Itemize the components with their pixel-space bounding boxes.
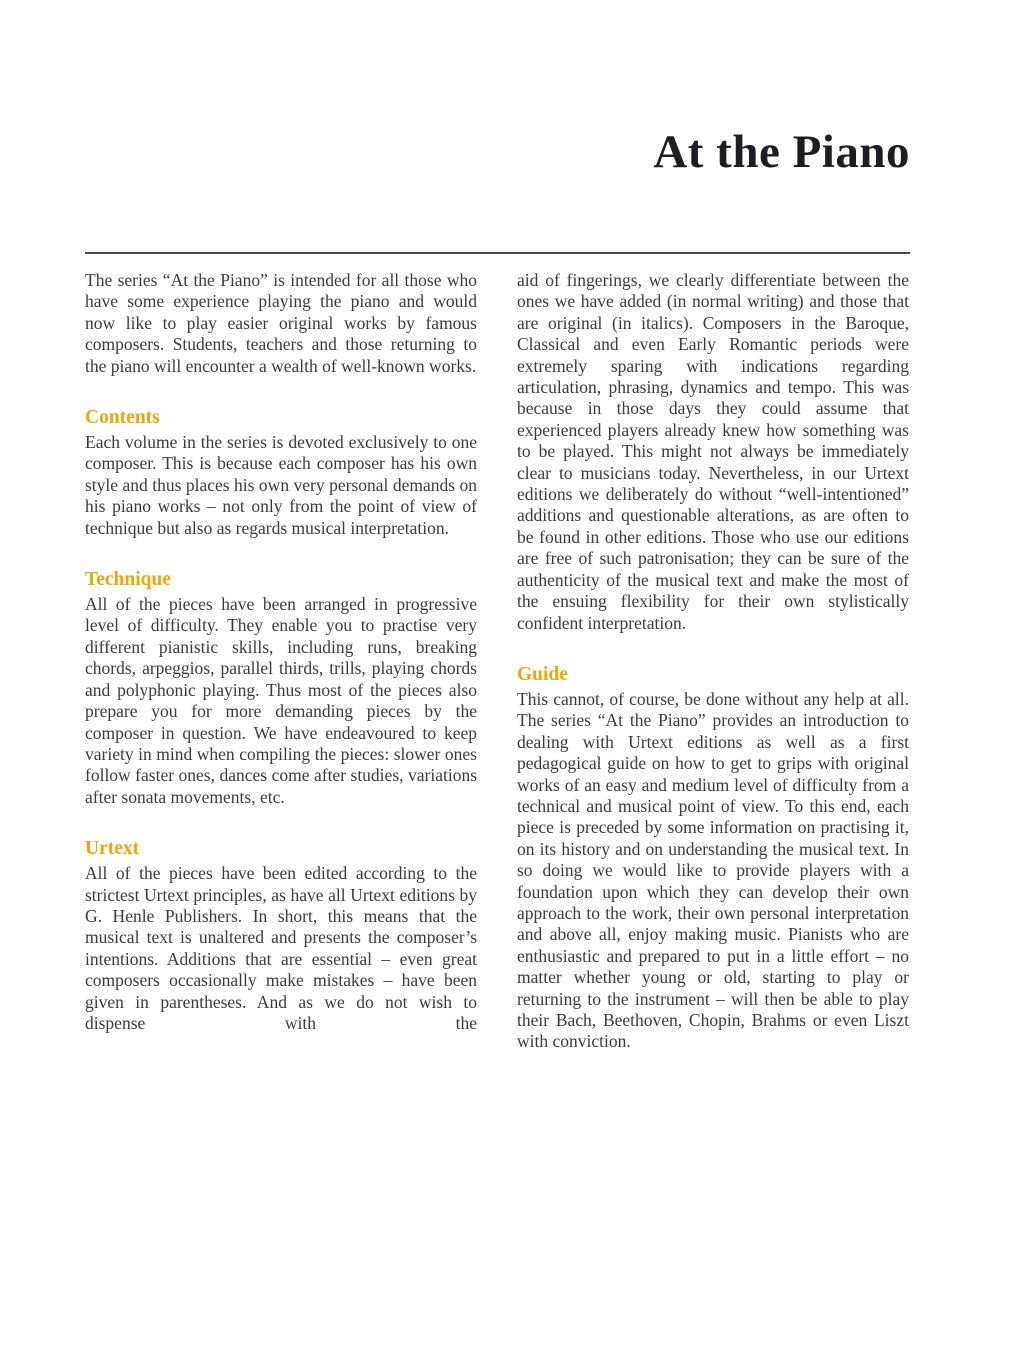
right-column (517, 270, 909, 1053)
document-page (85, 0, 910, 1053)
section-body-technique: All of the pieces have been arranged in progressive level of difficulty. They enable you to practise very different pianistic skills, including runs, breaking chords, arpeggios, parallel thirds, trills, playing chords and polyphonic playing. Thus most of the pieces also prepare you for more demanding pieces by the composer in question. We have endeavoured to keep variety in mind when compiling the pieces: slower ones follow faster ones, dances come after studies, variations after sonata movements, etc. (85, 594, 477, 807)
section-heading-technique: Technique (85, 569, 171, 591)
section-heading-urtext: Urtext (85, 838, 140, 860)
section-heading-guide: Guide (517, 663, 568, 685)
page-title: At the Piano (653, 126, 910, 178)
section-body-urtext: All of the pieces have been edited according to the strictest Urtext principles, as have all Urtext editions by G. Henle Publishers. In short, this means that the musical text is unaltered and presents the composer’s intentions. Additions that are essential – even great composers occasionally make mistakes – have been given in parentheses. And as we do not wish to dispense with the (85, 863, 477, 1033)
section-heading-contents: Contents (85, 407, 160, 429)
two-column-text (85, 270, 910, 1053)
title-rule (85, 252, 910, 254)
intro-paragraph: The series “At the Piano” is intended for all those who have some experience playing the piano and would now like to play easier original works by famous composers. Students, teachers and those returning to the piano will encounter a wealth of well-known works. (85, 270, 477, 376)
section-body-contents: Each volume in the series is devoted exclusively to one composer. This is because each composer has his own style and thus places his own very personal demands on his piano works – not only from the point of view of technique but also as regards musical interpretation. (85, 432, 477, 538)
section-body-guide: This cannot, of course, be done without any help at all. The series “At the Piano” provides an introduction to dealing with Urtext editions as well as a first pedagogical guide on how to get to grips with original works of an easy and medium level of difficulty from a technical and musical point of view. To this end, each piece is preceded by some information on practising it, on its history and on understanding the musical text. In so doing we would like to provide players with a foundation upon which they can develop their own approach to the work, their own personal interpretation and above all, enjoy making music. Pianists who are enthusiastic and prepared to put in a little effort – no matter whether young or old, starting to play or returning to the instrument – will then be able to play their Bach, Beethoven, Chopin, Brahms or even Liszt with conviction. (517, 688, 909, 1052)
urtext-continuation-paragraph: aid of fingerings, we clearly differentiate between the ones we have added (in normal writing) and those that are original (in italics). Composers in the Baroque, Classical and even Early Romantic periods were extremely sparing with indications regarding articulation, phrasing, dynamics and tempo. This was because in those days they could assume that experienced players already knew how something was to be played. This might not always be immediately clear to musicians today. Nevertheless, in our Urtext editions we deliberately do without “well-intentioned” additions and questionable alterations, as are often to be found in other editions. Those who use our editions are free of such patronisation; they can be sure of the authenticity of the musical text and make the most of the ensuing flexibility for their own stylistically confident interpretation. (517, 270, 909, 633)
left-column (85, 270, 477, 1053)
